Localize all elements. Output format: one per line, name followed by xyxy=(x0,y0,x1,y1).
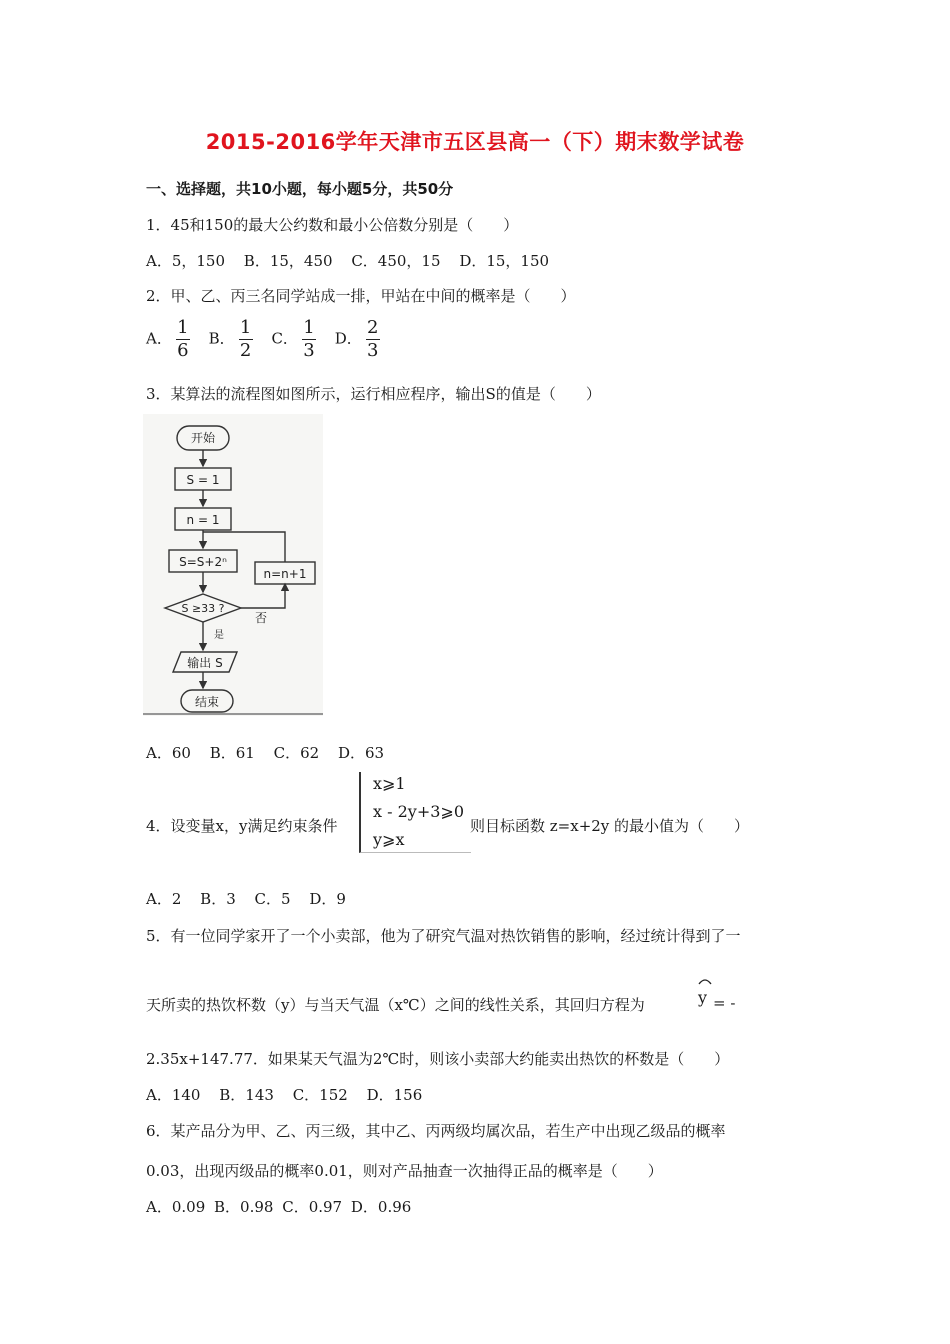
option-a: A．2 xyxy=(146,890,182,908)
fraction-one-sixth: $\frac{1}{6}$ xyxy=(177,317,189,361)
flowchart-image xyxy=(143,414,323,716)
question-5-line-2-tail: = - xyxy=(713,994,736,1012)
option-a: A．140 xyxy=(146,1086,201,1104)
option-d: D．63 xyxy=(337,744,385,762)
flow-yes-label: 是 xyxy=(214,630,224,641)
option-a: A．5，150 xyxy=(146,252,226,270)
flow-cond-text: S ≥33 ? xyxy=(181,602,225,615)
page-title: 2015-2016学年天津市五区县高一（下）期末数学试卷 xyxy=(205,130,745,154)
question-4-pre: 4．设变量x，y满足约束条件 xyxy=(146,817,338,835)
option-b: B．15，450 xyxy=(243,252,333,270)
option-b: B．3 xyxy=(200,890,236,908)
option-d: D．156 xyxy=(366,1086,423,1104)
constraint-3: y⩾x xyxy=(373,830,405,849)
question-5-line-3: 2.35x+147.77．如果某天气温为2℃时，则该小卖部大约能卖出热饮的杯数是（ ） xyxy=(146,1050,730,1068)
option-b: B．0.98 xyxy=(214,1198,274,1216)
question-5-options xyxy=(146,1084,436,1105)
option-c: C．450，15 xyxy=(351,252,441,270)
option-c: C．62 xyxy=(273,744,320,762)
option-b: B．143 xyxy=(219,1086,274,1104)
option-c: C．0.97 xyxy=(282,1198,343,1216)
question-4-options xyxy=(146,888,360,909)
flow-start-text: 开始 xyxy=(190,431,216,445)
question-6-options xyxy=(146,1196,415,1217)
option-b: B．61 xyxy=(209,744,255,762)
question-2-stem: 2．甲、乙、丙三名同学站成一排，甲站在中间的概率是（ ） xyxy=(146,287,576,305)
flow-s-init-text: S = 1 xyxy=(186,473,220,487)
regression-yhat: y xyxy=(697,976,713,1012)
fraction-one-half: $\frac{1}{2}$ xyxy=(239,317,252,361)
constraint-1: x⩾1 xyxy=(373,774,406,793)
hat-icon xyxy=(697,976,713,986)
fraction-two-thirds: $\frac{2}{3}$ xyxy=(367,317,379,361)
option-d: D．15，150 xyxy=(459,252,550,270)
flow-update-text: S=S+2ⁿ xyxy=(179,555,227,569)
option-c: C．5 xyxy=(254,890,291,908)
question-3-options xyxy=(146,742,398,763)
question-4-post: 则目标函数 z=x+2y 的最小值为（ ） xyxy=(470,817,750,835)
option-d-label: D． xyxy=(334,329,362,348)
question-5-line-1: 5．有一位同学家开了一个小卖部，他为了研究气温对热饮销售的影响，经过统计得到了一 xyxy=(146,927,741,945)
constraint-system xyxy=(359,772,471,853)
question-1-options xyxy=(146,250,563,271)
flow-no-label: 否 xyxy=(254,611,268,625)
option-c-label: C． xyxy=(271,329,298,348)
flow-incr-text: n=n+1 xyxy=(263,567,307,581)
question-2-options xyxy=(146,318,394,361)
flow-output-text: 输出 S xyxy=(187,656,223,670)
option-a-label: A． xyxy=(146,329,172,348)
flow-n-init-text: n = 1 xyxy=(186,513,220,527)
question-6-line-1: 6．某产品分为甲、乙、丙三级，其中乙、丙两级均属次品，若生产中出现乙级品的概率 xyxy=(146,1122,726,1140)
option-c: C．152 xyxy=(292,1086,348,1104)
option-b-label: B． xyxy=(208,329,235,348)
question-5-line-2: 天所卖的热饮杯数（y）与当天气温（x℃）之间的线性关系，其回归方程为 xyxy=(146,996,645,1014)
fraction-one-third: $\frac{1}{3}$ xyxy=(303,317,315,361)
question-6-line-2: 0.03，出现丙级品的概率0.01，则对产品抽查一次抽得正品的概率是（ ） xyxy=(146,1162,663,1180)
option-d: D．9 xyxy=(309,890,346,908)
option-a: A．60 xyxy=(146,744,191,762)
option-d: D．0.96 xyxy=(350,1198,412,1216)
section-heading: 一、选择题，共10小题，每小题5分，共50分 xyxy=(146,180,454,198)
question-3-stem: 3．某算法的流程图如图所示，运行相应程序，输出S的值是（ ） xyxy=(146,385,601,403)
constraint-2: x - 2y+3⩾0 xyxy=(373,802,464,821)
question-1-stem: 1．45和150的最大公约数和最小公倍数分别是（ ） xyxy=(146,216,519,234)
option-a: A．0.09 xyxy=(146,1198,206,1216)
flow-end-text: 结束 xyxy=(194,695,220,709)
